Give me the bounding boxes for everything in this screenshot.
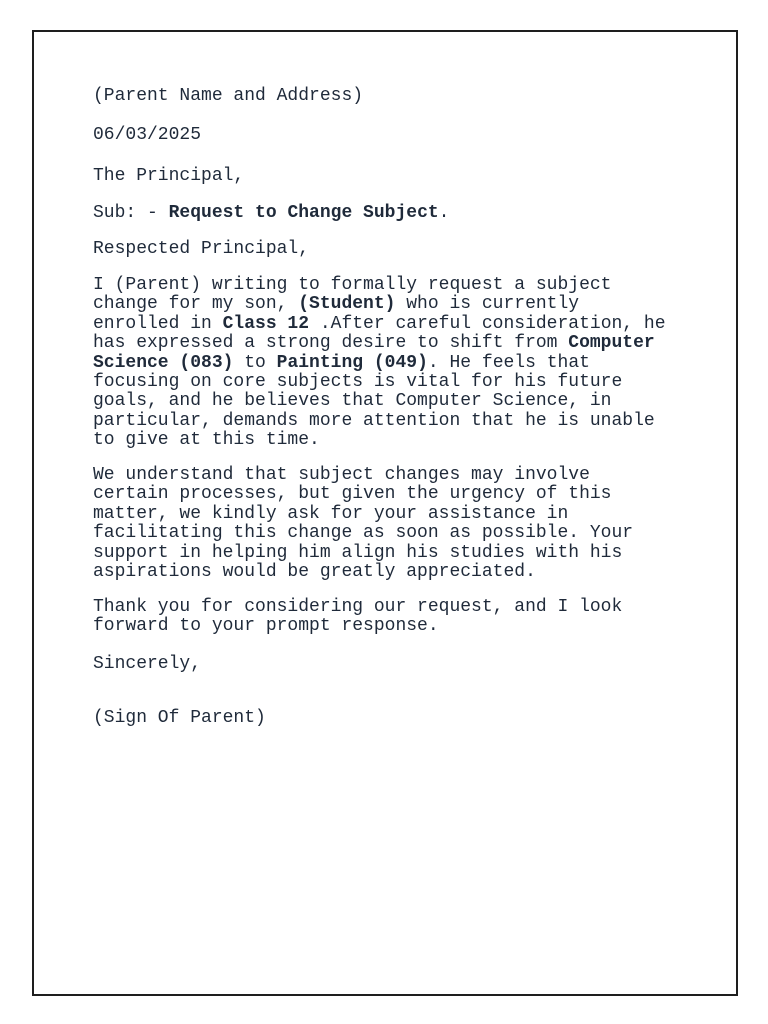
signature: (Sign Of Parent) (93, 708, 266, 728)
subject-text: Request to Change Subject (168, 203, 439, 223)
body1-line: I (Parent) writing to formally request a subject (93, 275, 612, 295)
closing: Sincerely, (93, 654, 202, 674)
subject-prefix: Sub: - (93, 203, 169, 223)
letter-date: 06/03/2025 (93, 125, 202, 145)
body1-line: Science (083) to Painting (049). He feels that (93, 352, 590, 373)
body1-line: change for my son, (Student) who is currently (93, 294, 580, 315)
body2-line: support in helping him align his studies with his (93, 542, 623, 563)
body3-line: Thank you for considering our request, and I look (93, 597, 623, 617)
body2-line: We understand that subject changes may involve (93, 465, 590, 485)
subject-line (93, 202, 449, 224)
body1-line: particular, demands more attention that he is unable (93, 410, 655, 431)
body3-line: forward to your prompt response. (93, 616, 439, 637)
sender-address: (Parent Name and Address) (93, 86, 364, 106)
body2-line: facilitating this change as soon as possible. Your (93, 523, 634, 544)
recipient: The Principal, (93, 166, 245, 186)
body1-line: goals, and he believes that Computer Science, in (93, 391, 612, 412)
body1-line: focusing on core subjects is vital for his future (93, 372, 623, 393)
subject-suffix: . (438, 203, 450, 223)
body2-line: certain processes, but given the urgency of this (93, 484, 612, 505)
body2-line: aspirations would be greatly appreciated. (93, 562, 536, 583)
body-paragraph-1 (93, 276, 693, 451)
body-paragraph-2 (93, 466, 693, 582)
student-name: (Student) (298, 294, 396, 315)
current-subject-code: Science (083) (93, 352, 234, 373)
body1-line: to give at this time. (93, 430, 320, 451)
body-paragraph-3 (93, 598, 693, 637)
body2-line: matter, we kindly ask for your assistance in (93, 503, 569, 524)
class-name: Class 12 (222, 313, 310, 334)
salutation: Respected Principal, (93, 239, 310, 259)
new-subject: Painting (049) (276, 352, 428, 373)
current-subject: Computer (568, 333, 655, 354)
body1-line: has expressed a strong desire to shift from Computer (93, 333, 655, 354)
body1-line: enrolled in Class 12 .After careful consideration, he (93, 313, 666, 334)
